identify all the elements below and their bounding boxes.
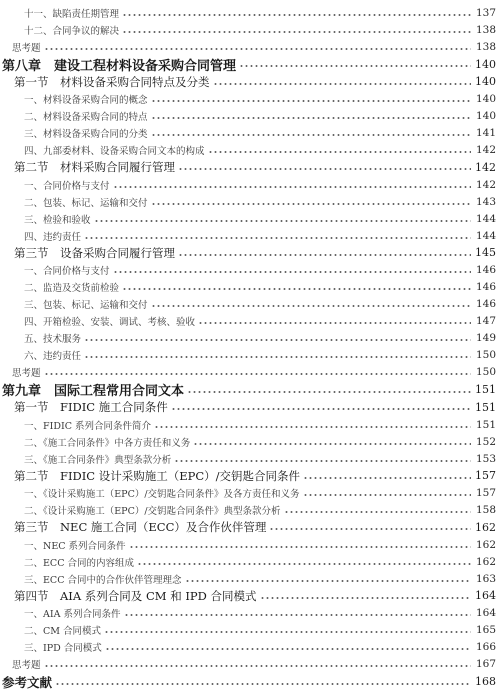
toc-exercise-entry[interactable] [0,364,496,381]
toc-page-number: 166 [475,641,496,653]
toc-item-entry[interactable] [0,639,496,656]
toc-exercise-entry[interactable] [0,38,496,55]
dot-leader [151,100,471,102]
toc-item-entry[interactable] [0,553,496,570]
toc-item-entry[interactable] [0,502,496,519]
dot-leader [94,220,471,222]
toc-item-entry[interactable] [0,279,496,296]
toc-page-number: 162 [475,538,496,551]
toc-entry-title: 一、合同价格与支付 [24,180,110,192]
toc-page-number: 143 [475,195,496,208]
toc-entry-title: 第三节 设备采购合同履行管理 [14,245,175,260]
toc-page-number: 164 [475,607,496,619]
toc-page-number: 147 [475,315,496,327]
toc-entry-title: 一、NEC 系列合同条件 [24,540,126,552]
toc-entry-title: 二、监造及交货前检验 [24,283,120,294]
dot-leader [129,546,471,548]
toc-page-number: 140 [475,75,496,89]
toc-entry-title: 二、材料设备采购合同的特点 [24,112,148,123]
toc-section-entry[interactable] [0,519,496,537]
toc-page-number: 144 [475,229,496,242]
dot-leader [151,117,471,119]
dot-leader [213,83,472,85]
toc-entry-title: 三、ECC 合同中的合作伙伴管理理念 [24,574,182,586]
dot-leader [151,134,471,136]
toc-chapter-entry[interactable] [0,381,496,399]
toc-item-entry[interactable] [0,108,496,125]
toc-page-number: 140 [475,57,496,71]
dot-leader [208,151,471,153]
dot-leader [171,408,471,410]
dot-leader [122,288,471,290]
toc-page-number: 157 [475,469,496,483]
dot-leader [105,648,471,650]
dot-leader [154,426,471,428]
toc-page-number: 137 [475,6,496,19]
toc-entry-title: 三、IPD 合同模式 [24,643,102,654]
dot-leader [174,460,471,462]
toc-section-entry[interactable] [0,159,496,177]
toc-page-number: 146 [475,281,496,293]
dot-leader [151,305,471,307]
toc-entry-title: 二、《设计采购施工（EPC）/交钥匙合同条件》典型条款分析 [24,506,281,517]
toc-exercise-entry[interactable] [0,656,496,673]
toc-item-entry[interactable] [0,450,496,467]
toc-entry-title: 思考题 [12,368,41,379]
dot-leader [55,683,471,685]
toc-page-number: 150 [475,349,496,361]
toc-item-entry[interactable] [0,4,496,21]
toc-page-number: 151 [475,418,496,431]
toc-section-entry[interactable] [0,73,496,91]
dot-leader [260,597,471,599]
toc-page-number: 142 [475,144,496,156]
toc-item-entry[interactable] [0,125,496,142]
toc-entry-title: 三、《施工合同条件》典型条款分析 [24,454,172,466]
toc-section-entry[interactable] [0,587,496,605]
toc-page-number: 140 [475,93,496,105]
dot-leader [113,271,471,273]
toc-entry-title: 第九章 国际工程常用合同文本 [2,384,185,399]
toc-page-number: 138 [475,40,496,53]
toc-page-number: 163 [475,572,496,585]
dot-leader [122,31,471,33]
toc-page-number: 140 [475,110,496,122]
toc-item-entry[interactable] [0,313,496,330]
toc-section-entry[interactable] [0,467,496,485]
dot-leader [284,511,471,513]
toc-page-number: 167 [475,658,496,670]
toc-item-entry[interactable] [0,622,496,639]
toc-entry-title: 三、包装、标记、运输和交付 [24,300,148,311]
toc-item-entry[interactable] [0,347,496,364]
toc-entry-title: 四、开箱检验、安装、调试、考核、验收 [24,317,196,328]
toc-page-number: 146 [475,298,496,310]
toc-entry-title: 三、材料设备采购合同的分类 [24,129,148,140]
toc-item-entry[interactable] [0,536,496,553]
toc-entry-title: 二、《施工合同条件》中各方责任和义务 [24,437,191,449]
toc-page-number: 162 [475,555,496,568]
dot-leader [187,391,471,393]
dot-leader [193,443,471,445]
dot-leader [84,237,471,239]
toc-section-entry[interactable] [0,244,496,262]
toc-entry-title: 第二节 FIDIC 设计采购施工（EPC）/交钥匙合同条件 [14,468,301,483]
toc-page-number: 145 [475,246,496,260]
toc-item-entry[interactable] [0,142,496,159]
toc-page-number: 162 [475,520,496,534]
toc-entry-title: 十二、合同争议的解决 [24,25,120,37]
dot-leader [122,14,471,16]
toc-entry-title: 参考文献 [2,674,53,690]
toc-page-number: 138 [475,23,496,36]
toc-item-entry[interactable] [0,433,496,450]
dot-leader [124,614,472,616]
toc-entry-title: 一、合同价格与支付 [24,266,110,277]
toc-item-entry[interactable] [0,570,496,587]
toc-page-number: 146 [475,264,496,276]
toc-page-number: 144 [475,212,496,225]
toc-page-number: 157 [475,487,496,499]
dot-leader [303,477,471,479]
dot-leader [239,65,471,67]
toc-item-entry[interactable] [0,485,496,502]
toc-item-entry[interactable] [0,262,496,279]
toc-page-number: 164 [475,589,496,603]
toc-page-number: 165 [475,624,496,636]
dot-leader [113,186,471,188]
toc-section-entry[interactable] [0,399,496,417]
toc-item-entry[interactable] [0,227,496,244]
toc-entry-title: 二、CM 合同模式 [24,626,102,637]
toc-item-entry[interactable] [0,296,496,313]
dot-leader [178,254,471,256]
toc-page-number: 168 [475,675,496,688]
toc-page-number: 141 [475,127,496,139]
toc-entry-title: 一、AIA 系列合同条件 [24,609,121,620]
toc-entry-title: 第八章 建设工程材料设备采购合同管理 [2,58,237,73]
toc-references-entry[interactable] [0,673,496,691]
toc-entry-title: 第二节 材料采购合同履行管理 [14,160,175,175]
toc-entry-title: 一、材料设备采购合同的概念 [24,95,148,106]
dot-leader [44,373,471,375]
toc-page-number: 149 [475,332,496,344]
toc-entry-title: 三、检验和验收 [24,214,91,226]
toc-item-entry[interactable] [0,210,496,227]
toc-entry-title: 一、FIDIC 系列合同条件简介 [24,420,152,432]
toc-page-number: 158 [475,504,496,516]
toc-entry-title: 第一节 材料设备采购合同特点及分类 [14,74,210,89]
dot-leader [44,665,471,667]
toc-item-entry[interactable] [0,330,496,347]
toc-page-number: 151 [475,400,496,414]
dot-leader [151,203,471,205]
toc-page-number: 153 [475,452,496,465]
toc-item-entry[interactable] [0,416,496,433]
toc-item-entry[interactable] [0,21,496,38]
toc-entry-title: 第一节 FIDIC 施工合同条件 [14,400,168,415]
dot-leader [269,528,471,530]
toc-item-entry[interactable] [0,91,496,108]
toc-item-entry[interactable] [0,605,496,622]
toc-entry-title: 二、ECC 合同的内容组成 [24,557,134,569]
dot-leader [198,322,471,324]
dot-leader [137,563,471,565]
toc-entry-title: 思考题 [12,660,41,671]
toc-item-entry[interactable] [0,193,496,210]
toc-page-number: 142 [475,178,496,191]
toc-entry-title: 第四节 AIA 系列合同及 CM 和 IPD 合同模式 [14,588,257,603]
toc-entry-title: 五、技术服务 [24,334,82,345]
toc-item-entry[interactable] [0,176,496,193]
dot-leader [178,168,471,170]
toc-page-number: 142 [475,160,496,174]
toc-page-number: 152 [475,435,496,448]
table-of-contents [0,4,496,691]
toc-entry-title: 四、违约责任 [24,231,82,243]
toc-entry-title: 四、九部委材料、设备采购合同文本的构成 [24,146,205,157]
dot-leader [185,580,472,582]
dot-leader [44,48,471,50]
toc-entry-title: 一、《设计采购施工（EPC）/交钥匙合同条件》及各方责任和义务 [24,489,300,500]
toc-chapter-entry[interactable] [0,55,496,73]
dot-leader [303,494,471,496]
toc-entry-title: 十一、缺陷责任期管理 [24,8,120,20]
dot-leader [104,631,471,633]
dot-leader [84,339,471,341]
toc-entry-title: 六、违约责任 [24,351,82,362]
toc-page-number: 151 [475,383,496,396]
toc-entry-title: 第三节 NEC 施工合同（ECC）及合作伙伴管理 [14,520,267,535]
toc-entry-title: 二、包装、标记、运输和交付 [24,197,148,209]
dot-leader [84,356,471,358]
toc-page-number: 150 [475,366,496,378]
toc-entry-title: 思考题 [12,42,41,54]
